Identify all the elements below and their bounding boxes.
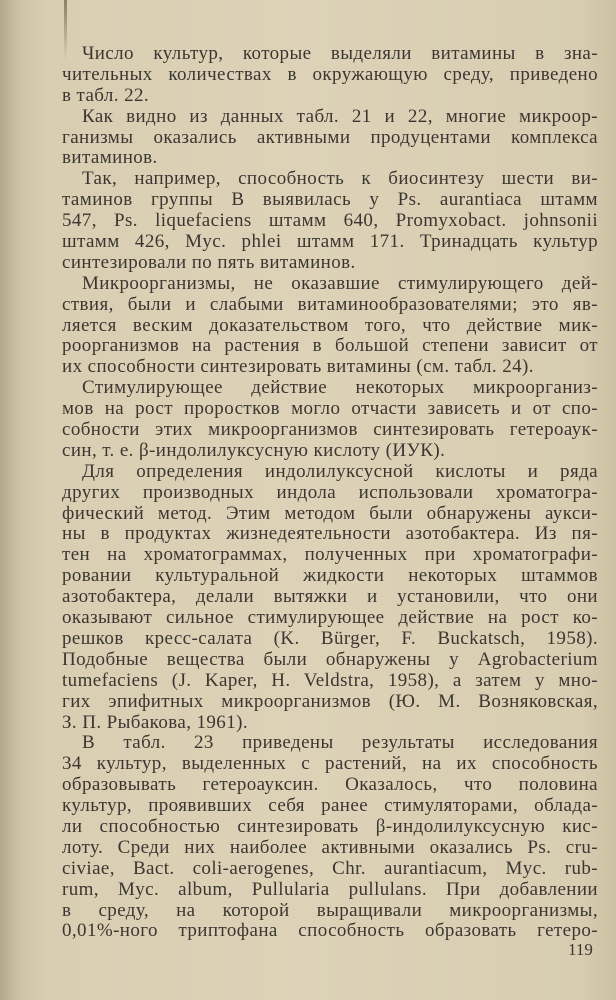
text-line: З. П. Рыбакова, 1961).: [62, 711, 248, 733]
text-line: других производных индола использовали хроматогра-: [62, 481, 598, 503]
text-line: ляется веским доказательством того, что действие мик-: [62, 314, 598, 336]
page-body: [62, 44, 598, 942]
text-line: 0,01%-ного триптофана способность образовать гетеро-: [62, 920, 598, 942]
text-line: син, т. е. β-индолилуксусную кислоту (ИУК).: [62, 439, 446, 461]
text-line: 34 культур, выделенных с растений, на их способность: [62, 753, 598, 775]
text-line: штамм 426, Myc. phlei штамм 171. Тринадцать культур: [62, 231, 598, 253]
paragraph: [62, 107, 598, 170]
text-line: Микроорганизмы, не оказавшие стимулирующего дей-: [82, 272, 598, 294]
text-line: оказывают сильное стимулирующее действие на рост ко-: [62, 607, 598, 629]
text-line: Так, например, способность к биосинтезу шести ви-: [82, 168, 598, 190]
text-line: фический метод. Этим методом были обнаружены аукси-: [62, 502, 598, 524]
paragraph: [62, 378, 598, 462]
text-line: азотобактера, делали вытяжки и установили, что они: [62, 586, 598, 608]
text-line: тен на хроматограммах, полученных при хроматографи-: [62, 544, 598, 566]
text-line: культур, проявивших себя ранее стимуляторами, облада-: [62, 795, 598, 817]
text-line: civiae, Bact. coli-aerogenes, Chr. aurantiacum, Myc. rub-: [62, 857, 598, 879]
text-line: чительных количествах в окружающую среду, приведено: [62, 63, 598, 85]
text-line: гих эпифитных микроорганизмов (Ю. М. Возняковская,: [62, 690, 598, 712]
paragraph: [62, 169, 598, 273]
text-line: ровании культуральной жидкости некоторых штаммов: [62, 565, 598, 587]
text-line: ствия, были и слабыми витаминообразователями; это яв-: [62, 293, 598, 315]
text-line: Стимулирующее действие некоторых микроорганиз-: [82, 377, 598, 399]
text-line: Число культур, которые выделяли витамины в зна-: [82, 43, 598, 64]
text-line: витаминов.: [62, 147, 158, 169]
text-line: в среду, на которой выращивали микроорганизмы,: [62, 899, 598, 921]
text-line: Подобные вещества были обнаружены у Agrobacterium: [62, 648, 598, 670]
text-line: В табл. 23 приведены результаты исследования: [82, 732, 598, 754]
text-line: Как видно из данных табл. 21 и 22, многие микроор-: [82, 105, 598, 127]
paragraph: [62, 733, 598, 942]
text-line: ли способностью синтезировать β-индолилуксусную кис-: [62, 815, 598, 837]
text-line: в табл. 22.: [62, 84, 150, 106]
text-line: синтезировали по пять витаминов.: [62, 251, 356, 273]
text-line: решков кресс-салата (K. Bürger, F. Buckatsch, 1958).: [62, 627, 598, 649]
text-line: tumefaciens (J. Kaper, H. Veldstra, 1958), а затем у мно-: [62, 669, 598, 691]
text-line: ганизмы оказались активными продуцентами комплекса: [62, 126, 598, 148]
text-line: ны в продуктах жизнедеятельности азотобактера. Из пя-: [62, 523, 598, 545]
text-line: Для определения индолилуксусной кислоты и ряда: [82, 460, 598, 482]
page-number: 119: [568, 940, 593, 959]
text-line: собности этих микроорганизмов синтезировать гетероаук-: [62, 419, 598, 441]
text-line: роорганизмов на растения в большой степени зависит от: [62, 335, 598, 357]
paragraph: [62, 44, 598, 107]
paragraph: [62, 462, 598, 734]
text-line: 547, Ps. liquefaciens штамм 640, Promyxobact. johnsonii: [62, 210, 598, 232]
text-line: их способности синтезировать витамины (см. табл. 24).: [62, 356, 534, 378]
text-line: лоту. Среди них наиболее активными оказались Ps. cru-: [62, 836, 598, 858]
text-line: таминов группы В выявилась у Ps. aurantiaca штамм: [62, 189, 598, 211]
text-line: образовывать гетероауксин. Оказалось, что половина: [62, 774, 598, 796]
text-line: rum, Myc. album, Pullularia pullulans. При добавлении: [62, 878, 598, 900]
text-line: мов на рост проростков могло отчасти зависеть и от спо-: [62, 398, 598, 420]
paragraph: [62, 274, 598, 378]
